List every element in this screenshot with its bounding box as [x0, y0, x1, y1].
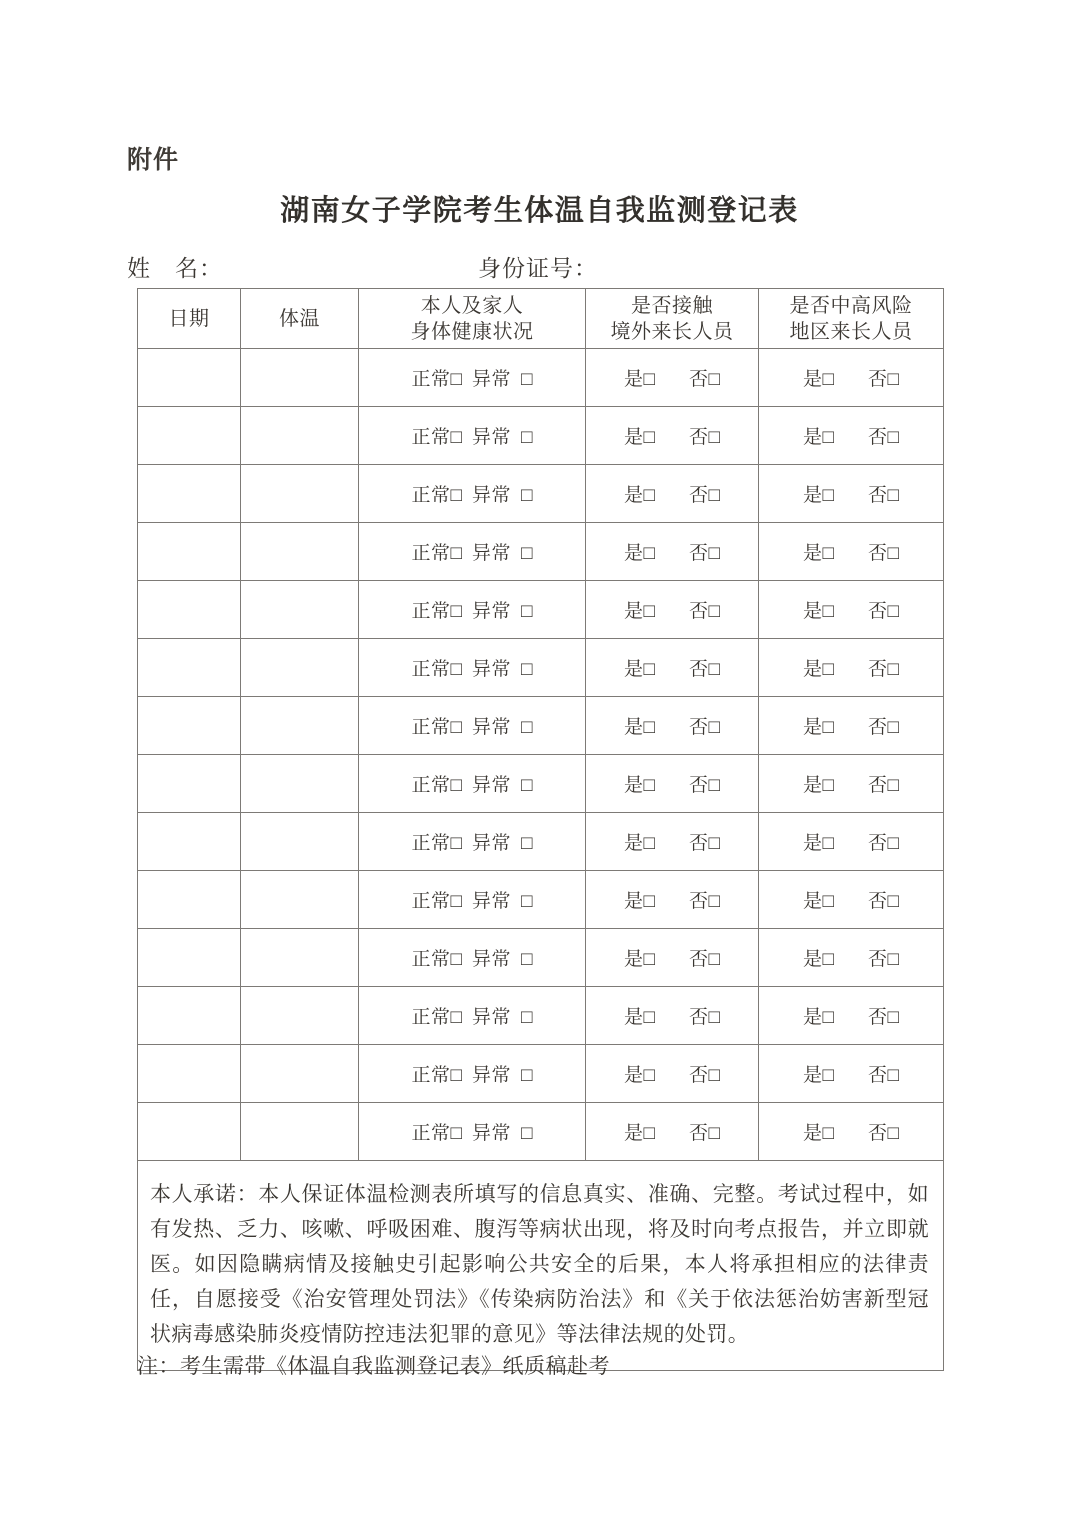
contact-yes-label: 是 [624, 369, 644, 390]
health-abnormal-checkbox[interactable]: □ [521, 601, 533, 622]
table-row [138, 1103, 944, 1161]
risk-no-checkbox[interactable]: □ [887, 833, 899, 854]
risk-yes-checkbox[interactable]: □ [822, 891, 834, 912]
contact-yes-checkbox[interactable]: □ [643, 601, 655, 622]
table-body [138, 349, 944, 1161]
contact-yes-label: 是 [624, 833, 644, 854]
attachment-label: 附件 [127, 146, 180, 174]
contact-no-label: 否 [689, 891, 709, 912]
cell-contact [586, 755, 759, 813]
cell-risk [759, 871, 944, 929]
health-normal-label: 正常 [411, 891, 451, 912]
health-normal-checkbox[interactable]: □ [450, 891, 462, 912]
health-normal-label: 正常 [411, 1065, 451, 1086]
health-abnormal-label: 异常 [472, 1123, 512, 1144]
risk-yes-label: 是 [803, 833, 823, 854]
cell-temperature[interactable] [241, 407, 359, 465]
table-row [138, 929, 944, 987]
cell-risk [759, 697, 944, 755]
health-abnormal-checkbox[interactable]: □ [521, 1007, 533, 1028]
contact-yes-checkbox[interactable]: □ [643, 485, 655, 506]
table-row [138, 987, 944, 1045]
contact-no-label: 否 [689, 485, 709, 506]
cell-temperature[interactable] [241, 523, 359, 581]
cell-date[interactable] [138, 349, 241, 407]
contact-yes-label: 是 [624, 891, 644, 912]
contact-no-label: 否 [689, 949, 709, 970]
health-abnormal-checkbox[interactable]: □ [521, 775, 533, 796]
risk-yes-checkbox[interactable]: □ [822, 485, 834, 506]
health-normal-checkbox[interactable]: □ [450, 949, 462, 970]
health-normal-label: 正常 [411, 659, 451, 680]
health-abnormal-label: 异常 [472, 427, 512, 448]
risk-yes-checkbox[interactable]: □ [822, 601, 834, 622]
health-normal-label: 正常 [411, 717, 451, 738]
cell-risk [759, 929, 944, 987]
column-header-risk-line2: 地区来长人员 [789, 320, 913, 343]
cell-contact [586, 581, 759, 639]
cell-temperature[interactable] [241, 1103, 359, 1161]
cell-health-status [359, 523, 586, 581]
table-row [138, 697, 944, 755]
risk-yes-checkbox[interactable]: □ [822, 775, 834, 796]
table-row [138, 1045, 944, 1103]
cell-risk [759, 581, 944, 639]
contact-yes-checkbox[interactable]: □ [643, 659, 655, 680]
table-header-row [138, 289, 944, 349]
cell-risk [759, 1103, 944, 1161]
risk-yes-checkbox[interactable]: □ [822, 543, 834, 564]
risk-no-checkbox[interactable]: □ [887, 1007, 899, 1028]
contact-no-label: 否 [689, 833, 709, 854]
cell-contact [586, 929, 759, 987]
table-row [138, 813, 944, 871]
health-normal-checkbox[interactable]: □ [450, 543, 462, 564]
contact-yes-label: 是 [624, 427, 644, 448]
identity-line [127, 250, 942, 282]
contact-yes-checkbox[interactable]: □ [643, 1065, 655, 1086]
risk-yes-label: 是 [803, 485, 823, 506]
cell-health-status [359, 813, 586, 871]
health-normal-label: 正常 [411, 1123, 451, 1144]
table-row [138, 871, 944, 929]
health-abnormal-checkbox[interactable]: □ [521, 543, 533, 564]
health-normal-checkbox[interactable]: □ [450, 1123, 462, 1144]
cell-risk [759, 987, 944, 1045]
health-abnormal-label: 异常 [472, 485, 512, 506]
risk-no-label: 否 [868, 949, 888, 970]
cell-risk [759, 639, 944, 697]
contact-no-checkbox[interactable]: □ [708, 601, 720, 622]
health-abnormal-label: 异常 [472, 891, 512, 912]
health-abnormal-checkbox[interactable]: □ [521, 369, 533, 390]
cell-risk [759, 813, 944, 871]
risk-yes-label: 是 [803, 949, 823, 970]
health-normal-label: 正常 [411, 1007, 451, 1028]
contact-yes-checkbox[interactable]: □ [643, 369, 655, 390]
cell-contact [586, 349, 759, 407]
health-abnormal-label: 异常 [472, 543, 512, 564]
contact-yes-label: 是 [624, 659, 644, 680]
table-row [138, 349, 944, 407]
risk-no-checkbox[interactable]: □ [887, 427, 899, 448]
contact-no-checkbox[interactable]: □ [708, 427, 720, 448]
cell-date[interactable] [138, 1103, 241, 1161]
contact-yes-checkbox[interactable]: □ [643, 891, 655, 912]
risk-no-label: 否 [868, 543, 888, 564]
contact-no-label: 否 [689, 1007, 709, 1028]
cell-risk [759, 407, 944, 465]
risk-no-checkbox[interactable]: □ [887, 717, 899, 738]
commitment-cell [138, 1161, 944, 1371]
risk-no-checkbox[interactable]: □ [887, 1123, 899, 1144]
cell-date[interactable] [138, 871, 241, 929]
risk-yes-checkbox[interactable]: □ [822, 659, 834, 680]
column-header-risk-line1: 是否中高风险 [789, 294, 913, 317]
cell-date[interactable] [138, 697, 241, 755]
risk-yes-checkbox[interactable]: □ [822, 427, 834, 448]
contact-yes-label: 是 [624, 543, 644, 564]
contact-no-label: 否 [689, 543, 709, 564]
idcard-field-label: 身份证号： [478, 256, 598, 281]
contact-no-checkbox[interactable]: □ [708, 485, 720, 506]
contact-yes-label: 是 [624, 1065, 644, 1086]
health-normal-label: 正常 [411, 601, 451, 622]
table-row [138, 639, 944, 697]
health-abnormal-checkbox[interactable]: □ [521, 717, 533, 738]
temperature-log-table [137, 288, 944, 1371]
cell-health-status [359, 581, 586, 639]
contact-no-checkbox[interactable]: □ [708, 1065, 720, 1086]
column-header-temperature: 体温 [241, 289, 359, 349]
contact-no-checkbox[interactable]: □ [708, 1007, 720, 1028]
cell-temperature[interactable] [241, 755, 359, 813]
cell-contact [586, 639, 759, 697]
risk-no-label: 否 [868, 659, 888, 680]
risk-yes-checkbox[interactable]: □ [822, 1065, 834, 1086]
risk-yes-label: 是 [803, 1123, 823, 1144]
cell-temperature[interactable] [241, 987, 359, 1045]
risk-no-label: 否 [868, 891, 888, 912]
cell-date[interactable] [138, 1045, 241, 1103]
column-header-contact-line1: 是否接触 [631, 294, 713, 317]
risk-yes-label: 是 [803, 891, 823, 912]
risk-no-checkbox[interactable]: □ [887, 369, 899, 390]
health-normal-label: 正常 [411, 949, 451, 970]
contact-no-label: 否 [689, 1065, 709, 1086]
cell-risk [759, 755, 944, 813]
contact-no-checkbox[interactable]: □ [708, 1123, 720, 1144]
risk-yes-checkbox[interactable]: □ [822, 833, 834, 854]
contact-yes-label: 是 [624, 949, 644, 970]
cell-contact [586, 871, 759, 929]
risk-no-checkbox[interactable]: □ [887, 949, 899, 970]
risk-yes-checkbox[interactable]: □ [822, 1007, 834, 1028]
column-header-health-line2: 身体健康状况 [410, 320, 534, 343]
health-abnormal-label: 异常 [472, 1007, 512, 1028]
cell-temperature[interactable] [241, 581, 359, 639]
risk-yes-label: 是 [803, 427, 823, 448]
health-abnormal-label: 异常 [472, 1065, 512, 1086]
contact-no-label: 否 [689, 659, 709, 680]
cell-health-status [359, 1103, 586, 1161]
health-abnormal-checkbox[interactable]: □ [521, 891, 533, 912]
contact-yes-label: 是 [624, 485, 644, 506]
contact-yes-label: 是 [624, 775, 644, 796]
contact-yes-label: 是 [624, 1007, 644, 1028]
health-abnormal-label: 异常 [472, 601, 512, 622]
column-header-health-line1: 本人及家人 [420, 294, 524, 317]
cell-health-status [359, 871, 586, 929]
cell-health-status [359, 987, 586, 1045]
contact-yes-checkbox[interactable]: □ [643, 949, 655, 970]
cell-temperature[interactable] [241, 349, 359, 407]
contact-no-label: 否 [689, 717, 709, 738]
cell-health-status [359, 929, 586, 987]
commitment-row [138, 1161, 944, 1371]
risk-yes-label: 是 [803, 775, 823, 796]
cell-risk [759, 1045, 944, 1103]
cell-date[interactable] [138, 755, 241, 813]
risk-yes-label: 是 [803, 369, 823, 390]
cell-date[interactable] [138, 987, 241, 1045]
name-field-label: 姓 名： [127, 256, 223, 281]
contact-yes-checkbox[interactable]: □ [643, 717, 655, 738]
contact-no-checkbox[interactable]: □ [708, 833, 720, 854]
cell-health-status [359, 697, 586, 755]
column-header-health [359, 289, 586, 349]
risk-no-label: 否 [868, 1123, 888, 1144]
table-row [138, 465, 944, 523]
cell-health-status [359, 639, 586, 697]
health-abnormal-checkbox[interactable]: □ [521, 833, 533, 854]
risk-no-label: 否 [868, 1065, 888, 1086]
contact-no-label: 否 [689, 369, 709, 390]
cell-date[interactable] [138, 465, 241, 523]
health-normal-label: 正常 [411, 485, 451, 506]
page-title: 湖南女子学院考生体温自我监测登记表 [280, 195, 799, 227]
contact-yes-label: 是 [624, 1123, 644, 1144]
health-normal-checkbox[interactable]: □ [450, 775, 462, 796]
health-normal-checkbox[interactable]: □ [450, 1007, 462, 1028]
column-header-contact [586, 289, 759, 349]
contact-no-label: 否 [689, 427, 709, 448]
footer-note: 注：考生需带《体温自我监测登记表》纸质稿赴考 [137, 1354, 610, 1378]
risk-no-label: 否 [868, 485, 888, 506]
contact-no-label: 否 [689, 775, 709, 796]
contact-yes-label: 是 [624, 717, 644, 738]
risk-no-label: 否 [868, 717, 888, 738]
health-abnormal-label: 异常 [472, 659, 512, 680]
risk-no-checkbox[interactable]: □ [887, 601, 899, 622]
cell-date[interactable] [138, 523, 241, 581]
risk-no-label: 否 [868, 427, 888, 448]
cell-temperature[interactable] [241, 697, 359, 755]
cell-temperature[interactable] [241, 1045, 359, 1103]
risk-no-checkbox[interactable]: □ [887, 659, 899, 680]
health-normal-checkbox[interactable]: □ [450, 659, 462, 680]
cell-contact [586, 697, 759, 755]
cell-date[interactable] [138, 581, 241, 639]
cell-temperature[interactable] [241, 871, 359, 929]
risk-no-label: 否 [868, 601, 888, 622]
health-normal-checkbox[interactable]: □ [450, 369, 462, 390]
risk-yes-label: 是 [803, 717, 823, 738]
risk-yes-checkbox[interactable]: □ [822, 949, 834, 970]
table-row [138, 407, 944, 465]
contact-no-checkbox[interactable]: □ [708, 891, 720, 912]
column-header-risk [759, 289, 944, 349]
cell-date[interactable] [138, 639, 241, 697]
risk-no-checkbox[interactable]: □ [887, 1065, 899, 1086]
contact-yes-checkbox[interactable]: □ [643, 1123, 655, 1144]
contact-no-checkbox[interactable]: □ [708, 949, 720, 970]
risk-no-label: 否 [868, 1007, 888, 1028]
health-abnormal-checkbox[interactable]: □ [521, 1065, 533, 1086]
table-row [138, 755, 944, 813]
cell-temperature[interactable] [241, 639, 359, 697]
cell-risk [759, 465, 944, 523]
cell-date[interactable] [138, 929, 241, 987]
risk-no-checkbox[interactable]: □ [887, 891, 899, 912]
contact-no-checkbox[interactable]: □ [708, 775, 720, 796]
contact-no-checkbox[interactable]: □ [708, 543, 720, 564]
contact-no-checkbox[interactable]: □ [708, 717, 720, 738]
health-normal-checkbox[interactable]: □ [450, 427, 462, 448]
cell-date[interactable] [138, 813, 241, 871]
health-abnormal-label: 异常 [472, 833, 512, 854]
column-header-date: 日期 [138, 289, 241, 349]
cell-contact [586, 1045, 759, 1103]
contact-yes-checkbox[interactable]: □ [643, 427, 655, 448]
contact-no-checkbox[interactable]: □ [708, 369, 720, 390]
risk-yes-label: 是 [803, 1065, 823, 1086]
contact-yes-checkbox[interactable]: □ [643, 1007, 655, 1028]
risk-no-checkbox[interactable]: □ [887, 485, 899, 506]
contact-yes-label: 是 [624, 601, 644, 622]
contact-yes-checkbox[interactable]: □ [643, 775, 655, 796]
health-normal-label: 正常 [411, 427, 451, 448]
health-normal-label: 正常 [411, 775, 451, 796]
contact-no-label: 否 [689, 601, 709, 622]
health-abnormal-label: 异常 [472, 949, 512, 970]
risk-yes-checkbox[interactable]: □ [822, 717, 834, 738]
contact-yes-checkbox[interactable]: □ [643, 543, 655, 564]
cell-contact [586, 523, 759, 581]
risk-no-checkbox[interactable]: □ [887, 543, 899, 564]
table-row [138, 581, 944, 639]
risk-no-checkbox[interactable]: □ [887, 775, 899, 796]
health-normal-checkbox[interactable]: □ [450, 833, 462, 854]
health-abnormal-checkbox[interactable]: □ [521, 659, 533, 680]
risk-no-label: 否 [868, 369, 888, 390]
cell-health-status [359, 1045, 586, 1103]
risk-yes-label: 是 [803, 543, 823, 564]
health-normal-checkbox[interactable]: □ [450, 717, 462, 738]
cell-risk [759, 523, 944, 581]
health-abnormal-label: 异常 [472, 775, 512, 796]
commitment-text: 本人承诺：本人保证体温检测表所填写的信息真实、准确、完整。考试过程中，如有发热、乏力、咳嗽、呼吸困难、腹泻等病状出现，将及时向考点报告，并立即就医。如因隐瞒病情及接触史引起影响公共安全的后果，本人将承担相应的法律责任，自愿接受《治安管理处罚法》《传染病防治法》和《关于依法惩治妨害新型冠状病毒感染肺炎疫情防控违法犯罪的意见》等法律法规的处罚。 [150, 1182, 929, 1346]
table-row [138, 523, 944, 581]
cell-contact [586, 1103, 759, 1161]
cell-temperature[interactable] [241, 465, 359, 523]
contact-yes-checkbox[interactable]: □ [643, 833, 655, 854]
cell-health-status [359, 349, 586, 407]
risk-no-label: 否 [868, 775, 888, 796]
health-abnormal-label: 异常 [472, 369, 512, 390]
cell-temperature[interactable] [241, 813, 359, 871]
health-normal-label: 正常 [411, 543, 451, 564]
risk-yes-checkbox[interactable]: □ [822, 369, 834, 390]
cell-health-status [359, 465, 586, 523]
cell-date[interactable] [138, 407, 241, 465]
cell-contact [586, 813, 759, 871]
risk-yes-label: 是 [803, 659, 823, 680]
cell-temperature[interactable] [241, 929, 359, 987]
risk-yes-label: 是 [803, 601, 823, 622]
health-normal-checkbox[interactable]: □ [450, 485, 462, 506]
cell-risk [759, 349, 944, 407]
cell-health-status [359, 407, 586, 465]
health-abnormal-checkbox[interactable]: □ [521, 1123, 533, 1144]
risk-yes-checkbox[interactable]: □ [822, 1123, 834, 1144]
health-abnormal-checkbox[interactable]: □ [521, 949, 533, 970]
risk-yes-label: 是 [803, 1007, 823, 1028]
contact-no-checkbox[interactable]: □ [708, 659, 720, 680]
health-normal-checkbox[interactable]: □ [450, 1065, 462, 1086]
cell-contact [586, 465, 759, 523]
health-normal-label: 正常 [411, 369, 451, 390]
health-normal-checkbox[interactable]: □ [450, 601, 462, 622]
health-abnormal-label: 异常 [472, 717, 512, 738]
cell-contact [586, 987, 759, 1045]
risk-no-label: 否 [868, 833, 888, 854]
column-header-contact-line2: 境外来长人员 [610, 320, 734, 343]
contact-no-label: 否 [689, 1123, 709, 1144]
health-abnormal-checkbox[interactable]: □ [521, 427, 533, 448]
health-abnormal-checkbox[interactable]: □ [521, 485, 533, 506]
cell-contact [586, 407, 759, 465]
cell-health-status [359, 755, 586, 813]
health-normal-label: 正常 [411, 833, 451, 854]
